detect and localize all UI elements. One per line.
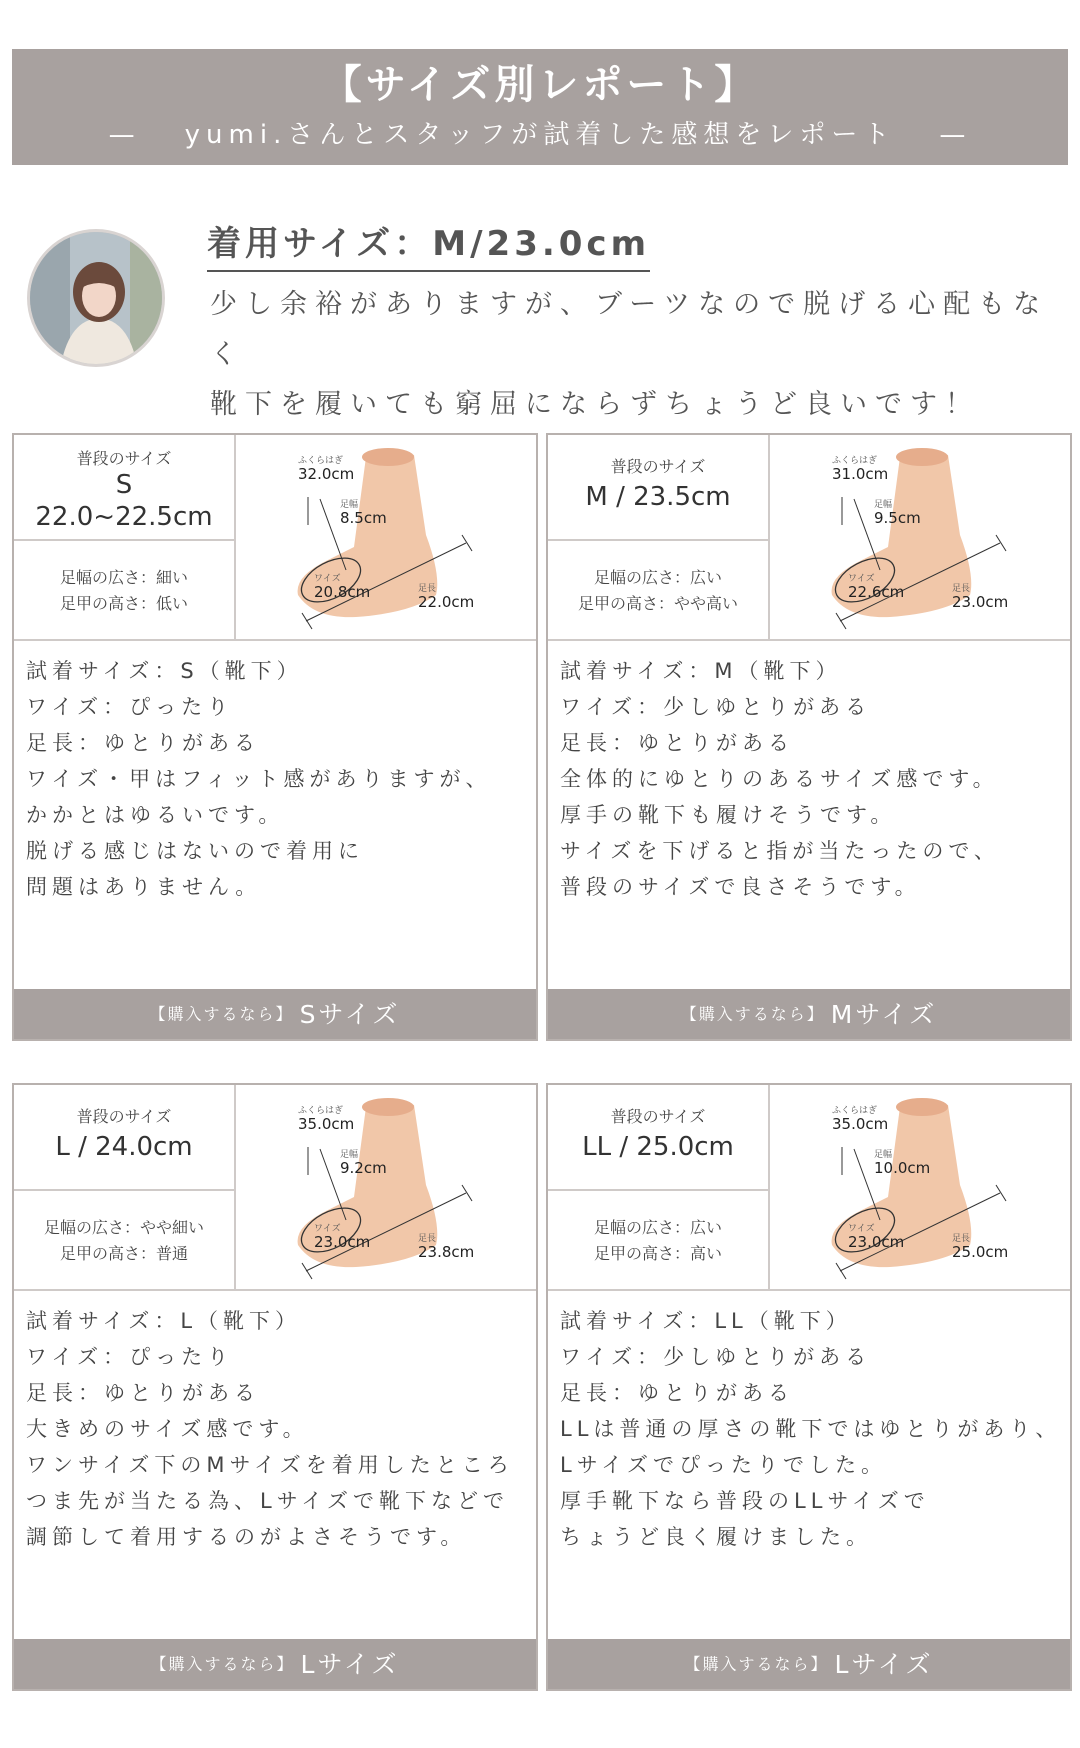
- usual-size-box: [14, 1085, 234, 1191]
- report-line: 問題はありません。: [26, 875, 262, 899]
- length-label: 足長: [418, 584, 437, 594]
- foot-width-value: 9.2cm: [340, 1159, 387, 1177]
- foot-width-value: 10.0cm: [874, 1159, 931, 1177]
- foot-diagram: [770, 435, 1070, 641]
- size-report-card: [12, 433, 538, 1041]
- usual-size-box: [548, 1085, 768, 1191]
- buy-prefix: 【購入するなら】: [684, 1654, 829, 1674]
- buy-size: Mサイズ: [830, 999, 938, 1029]
- foot-width-label: 足幅: [874, 500, 893, 510]
- fitting-report: [26, 653, 531, 905]
- instep-height-text: 足甲の高さ：普通: [59, 1244, 188, 1263]
- dash-left: —: [108, 120, 141, 150]
- usual-size-info: [14, 435, 236, 641]
- length-label: 足長: [952, 1234, 971, 1244]
- report-line: ワンサイズ下のMサイズを着用したところ: [26, 1453, 514, 1477]
- foot-width-value: 9.5cm: [874, 509, 921, 527]
- fitting-report: [26, 1303, 531, 1555]
- buy-recommendation: [548, 1639, 1070, 1689]
- report-line: 厚手の靴下も履けそうです。: [560, 803, 897, 827]
- report-line: 試着サイズ：S（靴下）: [26, 659, 303, 683]
- usual-size-box: [548, 435, 768, 541]
- model-avatar: [27, 229, 165, 367]
- wise-label: ワイズ: [314, 1224, 341, 1234]
- foot-illustration: [770, 1085, 1070, 1291]
- usual-size-info: [14, 1085, 236, 1291]
- usual-size-label: 普段のサイズ: [610, 1107, 706, 1126]
- report-line: ちょうど良く履けました。: [560, 1525, 872, 1549]
- buy-recommendation: [14, 989, 536, 1039]
- instep-height-text: 足甲の高さ：やや高い: [577, 594, 738, 613]
- size-report-card: [546, 1083, 1072, 1691]
- worn-size-heading: 着用サイズ：M/23.0cm: [207, 220, 650, 272]
- foot-diagram: [770, 1085, 1070, 1291]
- usual-size-range: 22.0~22.5cm: [35, 502, 213, 532]
- report-line: 試着サイズ：L（靴下）: [26, 1309, 302, 1333]
- fitting-report: [560, 653, 1065, 905]
- wise-label: ワイズ: [848, 1224, 875, 1234]
- wise-value: 22.6cm: [848, 583, 905, 601]
- usual-size-value: L / 24.0cm: [55, 1132, 193, 1162]
- length-value: 23.8cm: [418, 1243, 475, 1261]
- usual-size-label: 普段のサイズ: [610, 457, 706, 476]
- foot-width-text: 足幅の広さ：広い: [593, 1218, 722, 1237]
- report-line: 試着サイズ：M（靴下）: [560, 659, 842, 683]
- calf-label: ふくらはぎ: [832, 456, 878, 466]
- report-line: ワイズ：ぴったり: [26, 695, 234, 719]
- foot-width-value: 8.5cm: [340, 509, 387, 527]
- calf-value: 35.0cm: [298, 1115, 355, 1133]
- buy-size: Lサイズ: [300, 1649, 400, 1679]
- usual-size-value: LL / 25.0cm: [582, 1132, 734, 1162]
- foot-shape-info: [14, 565, 234, 617]
- report-line: ワイズ・甲はフィット感がありますが、: [26, 767, 492, 791]
- report-line: サイズを下げると指が当たったので、: [560, 839, 1000, 863]
- foot-width-text: 足幅の広さ：細い: [59, 568, 188, 587]
- model-comment: [210, 280, 1070, 430]
- foot-diagram: [236, 1085, 536, 1291]
- calf-label: ふくらはぎ: [298, 456, 344, 466]
- report-line: つま先が当たる為、Lサイズで靴下などで: [26, 1489, 510, 1513]
- usual-size-label: 普段のサイズ: [76, 1107, 172, 1126]
- report-line: 全体的にゆとりのあるサイズ感です。: [560, 767, 999, 791]
- instep-height-text: 足甲の高さ：低い: [59, 594, 188, 613]
- length-value: 25.0cm: [952, 1243, 1009, 1261]
- dash-right: —: [939, 120, 972, 150]
- buy-size: Sサイズ: [299, 999, 401, 1029]
- buy-prefix: 【購入するなら】: [149, 1004, 294, 1024]
- instep-height-text: 足甲の高さ：高い: [593, 1244, 722, 1263]
- foot-width-text: 足幅の広さ：広い: [593, 568, 722, 587]
- report-line: ワイズ：少しゆとりがある: [560, 1345, 872, 1369]
- wise-label: ワイズ: [848, 574, 875, 584]
- buy-prefix: 【購入するなら】: [150, 1654, 295, 1674]
- length-label: 足長: [952, 584, 971, 594]
- calf-value: 35.0cm: [832, 1115, 889, 1133]
- usual-size-box: [14, 435, 234, 541]
- foot-width-label: 足幅: [340, 500, 359, 510]
- wise-value: 23.0cm: [314, 1233, 371, 1251]
- foot-width-label: 足幅: [340, 1150, 359, 1160]
- report-line: 脱げる感じはないので着用に: [26, 839, 364, 863]
- buy-recommendation: [548, 989, 1070, 1039]
- report-line: 足長：ゆとりがある: [26, 731, 260, 755]
- report-line: 調節して着用するのがよさそうです。: [26, 1525, 467, 1549]
- foot-illustration: [236, 1085, 536, 1291]
- calf-value: 31.0cm: [832, 465, 889, 483]
- section-subtitle: [12, 117, 1068, 153]
- report-line: 大きめのサイズ感です。: [26, 1417, 309, 1441]
- usual-size-value: S: [115, 470, 133, 500]
- buy-size: Lサイズ: [834, 1649, 934, 1679]
- foot-width-text: 足幅の広さ：やや細い: [43, 1218, 204, 1237]
- foot-diagram: [236, 435, 536, 641]
- calf-label: ふくらはぎ: [298, 1106, 344, 1116]
- report-line: 普段のサイズで良さそうです。: [560, 875, 921, 899]
- section-title: 【サイズ別レポート】: [321, 62, 759, 108]
- report-line: Lサイズでぴったりでした。: [560, 1453, 888, 1477]
- section-header: [12, 49, 1068, 165]
- report-line: 足長：ゆとりがある: [560, 1381, 794, 1405]
- wise-label: ワイズ: [314, 574, 341, 584]
- comment-line: 少し余裕がありますが、ブーツなので脱げる心配もなく: [210, 289, 1049, 370]
- foot-width-label: 足幅: [874, 1150, 893, 1160]
- comment-line: 靴下を履いても窮屈にならずちょうど良いです！: [210, 389, 980, 420]
- buy-recommendation: [14, 1639, 536, 1689]
- wise-value: 20.8cm: [314, 583, 371, 601]
- report-line: 足長：ゆとりがある: [560, 731, 794, 755]
- foot-shape-info: [14, 1215, 234, 1267]
- usual-size-label: 普段のサイズ: [76, 449, 172, 468]
- length-value: 23.0cm: [952, 593, 1009, 611]
- report-line: 試着サイズ：LL（靴下）: [560, 1309, 852, 1333]
- report-line: かかとはゆるいです。: [26, 803, 285, 827]
- length-value: 22.0cm: [418, 593, 475, 611]
- foot-shape-info: [548, 565, 768, 617]
- foot-shape-info: [548, 1215, 768, 1267]
- size-report-card: [12, 1083, 538, 1691]
- usual-size-info: [548, 435, 770, 641]
- buy-prefix: 【購入するなら】: [680, 1004, 825, 1024]
- length-label: 足長: [418, 1234, 437, 1244]
- usual-size-value: M / 23.5cm: [585, 482, 731, 512]
- subtitle-text: yumi.さんとスタッフが試着した感想をレポート: [184, 120, 896, 150]
- usual-size-info: [548, 1085, 770, 1291]
- calf-label: ふくらはぎ: [832, 1106, 878, 1116]
- wise-value: 23.0cm: [848, 1233, 905, 1251]
- foot-illustration: [236, 435, 536, 641]
- report-line: ワイズ：少しゆとりがある: [560, 695, 872, 719]
- report-line: ワイズ：ぴったり: [26, 1345, 234, 1369]
- report-line: 足長：ゆとりがある: [26, 1381, 260, 1405]
- report-line: 厚手靴下なら普段のLLサイズで: [560, 1489, 930, 1513]
- foot-illustration: [770, 435, 1070, 641]
- size-report-card: [546, 433, 1072, 1041]
- fitting-report: [560, 1303, 1065, 1555]
- report-line: LLは普通の厚さの靴下ではゆとりがあり、: [560, 1417, 1062, 1441]
- calf-value: 32.0cm: [298, 465, 355, 483]
